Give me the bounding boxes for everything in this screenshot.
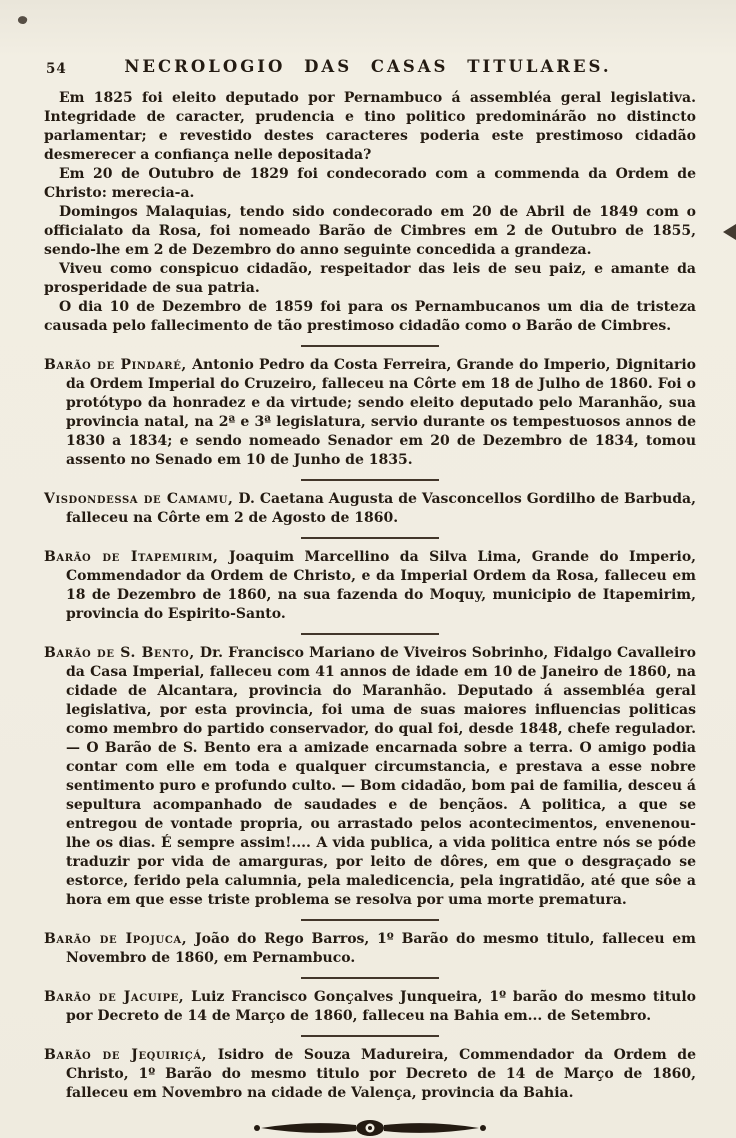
entry-s-bento (44, 644, 696, 910)
entry-name: Barão de S. Bento, (44, 645, 195, 661)
entry-text: Luiz Francisco Gonçalves Junqueira, 1º barão do mesmo titulo por Decreto de 14 de Março de 1860, falleceu na Bahia em... de Setembro. (66, 989, 697, 1024)
entry-text: Joaquim Marcellino da Silva Lima, Grande do Imperio, Commendador da Ordem de Christo, e da Imperial Ordem da Rosa, falleceu em 18 de Dezembro de 1860, na sua fazenda do Moquy, municipio de Itapemirim, provincia do Espirito-Santo. (66, 549, 697, 622)
section-divider (301, 479, 439, 481)
section-divider (301, 977, 439, 979)
entry-name: Barão de Ipojuca, (44, 931, 188, 947)
entry-name: Barão de Jequiriçá, (44, 1047, 208, 1063)
intro-paragraph: Em 1825 foi eleito deputado por Pernambuco á assembléa geral legislativa. Integridade de caracter, prudencia e tino politico predominárão no distincto parlamentar; e revestido destes caracteres poderia este prestimoso cidadão desmerecer a confiança nelle depositada? (44, 90, 696, 163)
entry-name: Barão de Pindaré, (44, 357, 187, 373)
section-divider (301, 537, 439, 539)
entry-text: Isidro de Souza Madureira, Commendador da Ordem de Christo, 1º Barão do mesmo titulo por Decreto de 14 de Março de 1860, falleceu em Novembro na cidade de Valença, provincia da Bahia. (66, 1047, 697, 1101)
entry-pindare (44, 356, 696, 470)
section-divider (301, 1035, 439, 1037)
entry-text: Antonio Pedro da Costa Ferreira, Grande do Imperio, Dignitario da Ordem Imperial do Cruzeiro, falleceu na Côrte em 18 de Julho de 1860. Foi o protótypo da honradez e da virtude; sendo eleito deputado pelo Maranhão, sua provincia natal, na 2ª e 3ª legislatura, servio durante os tempestuosos annos de 1830 a 1834; e sendo nomeado Senador em 20 de Dezembro de 1834, tomou assento no Senado em 10 de Junho de 1835. (66, 357, 697, 468)
intro-paragraph: Em 20 de Outubro de 1829 foi condecorado com a commenda da Ordem de Christo: merecia-a. (44, 166, 696, 201)
entry-ipojuca (44, 930, 696, 968)
margin-mark-icon (723, 224, 736, 240)
entry-text: Dr. Francisco Mariano de Viveiros Sobrinho, Fidalgo Cavalleiro da Casa Imperial, falleceu com 41 annos de idade em 10 de Janeiro de 1860, na cidade de Alcantara, provincia do Maranhão. Deputado á assembléa geral legislativa, por esta provincia, foi uma de suas maiores influencias politicas como membro do partido conservador, do qual foi, desde 1848, chefe regulador. — O Barão de S. Bento era a amizade encarnada sobre a terra. O amigo podia contar com elle em toda e qualquer circumstancia, e prestava a esse nobre sentimento puro e profundo culto. — Bom cidadão, bom pai de familia, desceu á sepultura acompanhado de saudades e de bençãos. A politica, a que se entregou de vontade propria, ou arrastado pelos acontecimentos, envenenou-lhe os dias. É sempre assim!.... A vida publica, a vida politica entre nós se póde traduzir por vida de amarguras, por leito de dôres, em que o desgraçado se estorce, ferido pela calumnia, pela maledicencia, pela ingratidão, até que sôe a hora em que esse triste problema se resolva por uma morte prematura. (66, 645, 697, 908)
entry-name: Barão de Jacuipe, (44, 989, 185, 1005)
page-number: 54 (46, 61, 67, 77)
tailpiece-ornament (44, 1117, 696, 1137)
page-title: NECROLOGIO DAS CASAS TITULARES. (124, 57, 612, 76)
entry-itapemirim (44, 548, 696, 624)
intro-paragraph: O dia 10 de Dezembro de 1859 foi para os Pernambucanos um dia de tristeza causada pelo fallecimento de tão prestimoso cidadão como o Barão de Cimbres. (44, 299, 696, 334)
ornament-graphic (252, 1119, 488, 1137)
section-divider (301, 345, 439, 347)
entry-jacuipe (44, 988, 696, 1026)
page-content (0, 76, 736, 1137)
page-header (0, 0, 736, 76)
intro-paragraph: Viveu como conspicuo cidadão, respeitador das leis de seu paiz, e amante da prosperidade de sua patria. (44, 261, 696, 296)
entry-text: João do Rego Barros, 1º Barão do mesmo titulo, falleceu em Novembro de 1860, em Pernambuco. (66, 931, 696, 966)
entry-camamu (44, 490, 696, 528)
entry-name: Barão de Itapemirim, (44, 549, 219, 565)
entry-name: Visdondessa de Camamu, (44, 491, 234, 507)
entry-jequirica (44, 1046, 696, 1103)
section-divider (301, 919, 439, 921)
intro-paragraph: Domingos Malaquias, tendo sido condecorado em 20 de Abril de 1849 com o officialato da Rosa, foi nomeado Barão de Cimbres em 2 de Outubro de 1855, sendo-lhe em 2 de Dezembro do anno seguinte concedida a grandeza. (44, 204, 696, 258)
entry-text: D. Caetana Augusta de Vasconcellos Gordilho de Barbuda, falleceu na Côrte em 2 de Agosto de 1860. (66, 491, 696, 526)
section-divider (301, 633, 439, 635)
